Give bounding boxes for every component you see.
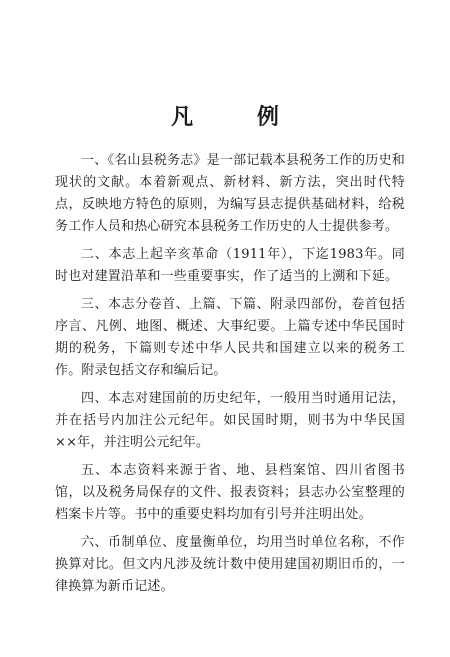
paragraph-6: 六、币制单位、度量衡单位，均用当时单位名称，不作换算对比。但文内凡涉及统计数中使用建国初期旧币的，一律换算为新币记述。 — [55, 535, 405, 594]
document-body — [55, 150, 405, 604]
paragraph-4: 四、本志对建国前的历史纪年，一般用当时通用记法，并在括号内加注公元纪年。如民国时期，则书为中华民国××年，并注明公元纪年。 — [55, 391, 405, 450]
page-title: 凡 例 — [171, 104, 307, 130]
paragraph-2: 二、本志上起辛亥革命（1911年），下迄1983年。同时也对建置沿革和一些重要事实，作了适当的上溯和下延。 — [55, 247, 405, 284]
paragraph-5: 五、本志资料来源于省、地、县档案馆、四川省图书馆，以及税务局保存的文件、报表资料；县志办公室整理的档案卡片等。书中的重要史料均加有引号并注明出处。 — [55, 463, 405, 522]
paragraph-1: 一、《名山县税务志》是一部记载本县税务工作的历史和现状的文献。本着新观点、新材料、新方法，突出时代特点，反映地方特色的原则，为编写县志提供基础材料，给税务工作人员和热心研究本县税务工作历史的人士提供参考。 — [55, 153, 405, 234]
paragraph-3: 三、本志分卷首、上篇、下篇、附录四部份，卷首包括序言、凡例、地图、概述、大事纪要。上篇专述中华民国时期的税务，下篇则专述中华人民共和国建立以来的税务工作。附录包括文存和编后记。 — [55, 297, 405, 378]
